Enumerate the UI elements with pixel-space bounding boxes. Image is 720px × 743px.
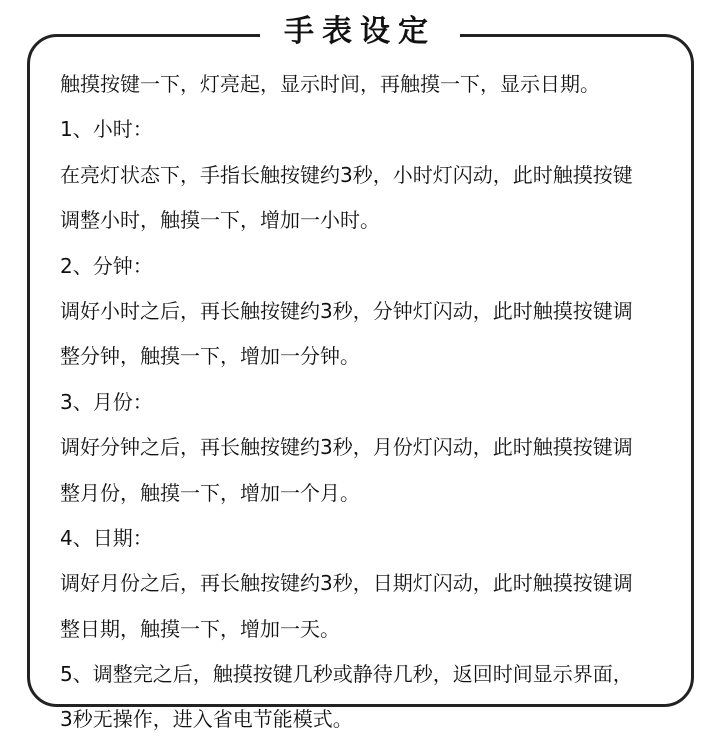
section-hour-text-1: 在亮灯状态下，手指长触按键约3秒，小时灯闪动，此时触摸按键	[60, 162, 633, 187]
intro-line: 触摸按键一下，灯亮起，显示时间，再触摸一下，显示日期。	[60, 72, 600, 96]
section-minute-text-1: 调好小时之后，再长触按键约3秒，分钟灯闪动，此时触摸按键调	[60, 298, 633, 323]
section-hour-text-2: 调整小时，触摸一下，增加一小时。	[60, 208, 380, 233]
section-hour-heading: 1、小时：	[60, 117, 153, 142]
section-month-heading: 3、月份：	[60, 389, 153, 414]
section-minute-text-2: 整分钟，触摸一下，增加一分钟。	[60, 344, 360, 369]
section-month-text-2: 整月份，触摸一下，增加一个月。	[60, 480, 360, 505]
section-date-text-1: 调好月份之后，再长触按键约3秒，日期灯闪动，此时触摸按键调	[60, 571, 633, 596]
section-minute-heading: 2、分钟：	[60, 253, 153, 278]
section-date-text-2: 整日期，触摸一下，增加一天。	[60, 616, 340, 641]
section-date-heading: 4、日期：	[60, 525, 153, 550]
page-title: 手表设定	[260, 10, 460, 54]
title-wrap	[0, 10, 720, 54]
instruction-text	[60, 62, 685, 743]
section-month-text-1: 调好分钟之后，再长触按键约3秒，月份灯闪动，此时触摸按键调	[60, 435, 633, 460]
section-finish-text-1: 5、调整完之后，触摸按键几秒或静待几秒，返回时间显示界面，	[60, 662, 633, 687]
section-finish-text-2: 3秒无操作，进入省电节能模式。	[60, 707, 353, 732]
